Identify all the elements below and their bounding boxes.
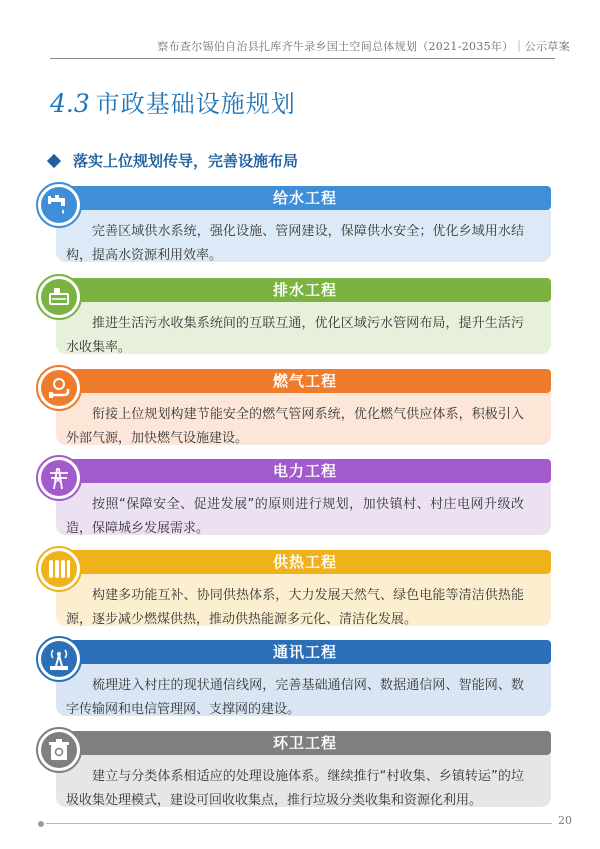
header-divider xyxy=(50,58,555,59)
card-text: 构建多功能互补、协同供热体系，大力发展天然气、绿色电能等清洁供热能源，逐步减少燃煤供热，推动供热能源多元化、清洁化发展。 xyxy=(66,588,524,627)
subheading xyxy=(46,150,298,171)
card-badge xyxy=(36,182,82,228)
footer-divider xyxy=(46,823,552,824)
card-badge xyxy=(36,546,82,592)
section-number: 4.3 xyxy=(50,89,90,118)
card-text: 建立与分类体系相适应的处理设施体系。继续推行“村收集、乡镇转运”的垃圾收集处理模式，建设可回收收集点，推行垃圾分类收集和资源化利用。 xyxy=(66,769,524,808)
diamond-bullet-icon xyxy=(47,153,61,167)
radiator-icon xyxy=(41,551,77,587)
card-text: 推进生活污水收集系统间的互联互通，优化区域污水管网布局，提升生活污水收集率。 xyxy=(66,316,524,355)
page-number: 20 xyxy=(558,814,572,827)
card-badge xyxy=(36,727,82,773)
card-badge xyxy=(36,365,82,411)
signal-tower-icon xyxy=(41,641,77,677)
document-header: 察布查尔锡伯自治县扎库齐牛录乡国土空间总体规划（2021-2035年）｜公示草案 xyxy=(157,40,570,53)
subheading-text: 落实上位规划传导，完善设施布局 xyxy=(73,152,299,170)
water-tap-icon xyxy=(41,187,77,223)
card-badge xyxy=(36,455,82,501)
power-tower-icon xyxy=(41,460,77,496)
card-title: 电力工程 xyxy=(272,462,337,480)
card-title: 给水工程 xyxy=(272,189,337,207)
trash-bin-icon xyxy=(41,732,77,768)
drainage-icon xyxy=(41,279,77,315)
card-title: 环卫工程 xyxy=(272,734,337,752)
card-title: 排水工程 xyxy=(272,281,337,299)
card-text: 衔接上位规划构建节能安全的燃气管网系统，优化燃气供应体系，积极引入外部气源，加快燃气设施建设。 xyxy=(66,407,524,446)
card-title: 燃气工程 xyxy=(272,372,337,390)
footer-dot xyxy=(38,821,44,827)
card-text: 按照“保障安全、促进发展”的原则进行规划，加快镇村、村庄电网升级改造，保障城乡发展需求。 xyxy=(66,497,524,536)
card-text: 完善区域供水系统，强化设施、管网建设，保障供水安全；优化乡域用水结构，提高水资源利用效率。 xyxy=(66,224,524,263)
gas-pipe-icon xyxy=(41,370,77,406)
section-heading: 市政基础设施规划 xyxy=(95,90,296,118)
card-title: 供热工程 xyxy=(272,553,337,571)
card-title: 通讯工程 xyxy=(272,643,337,661)
section-title xyxy=(50,84,296,124)
card-text: 梳理进入村庄的现状通信线网，完善基础通信网、数据通信网、智能网、数字传输网和电信管理网、支撑网的建设。 xyxy=(66,678,524,717)
card-badge xyxy=(36,274,82,320)
card-badge xyxy=(36,636,82,682)
